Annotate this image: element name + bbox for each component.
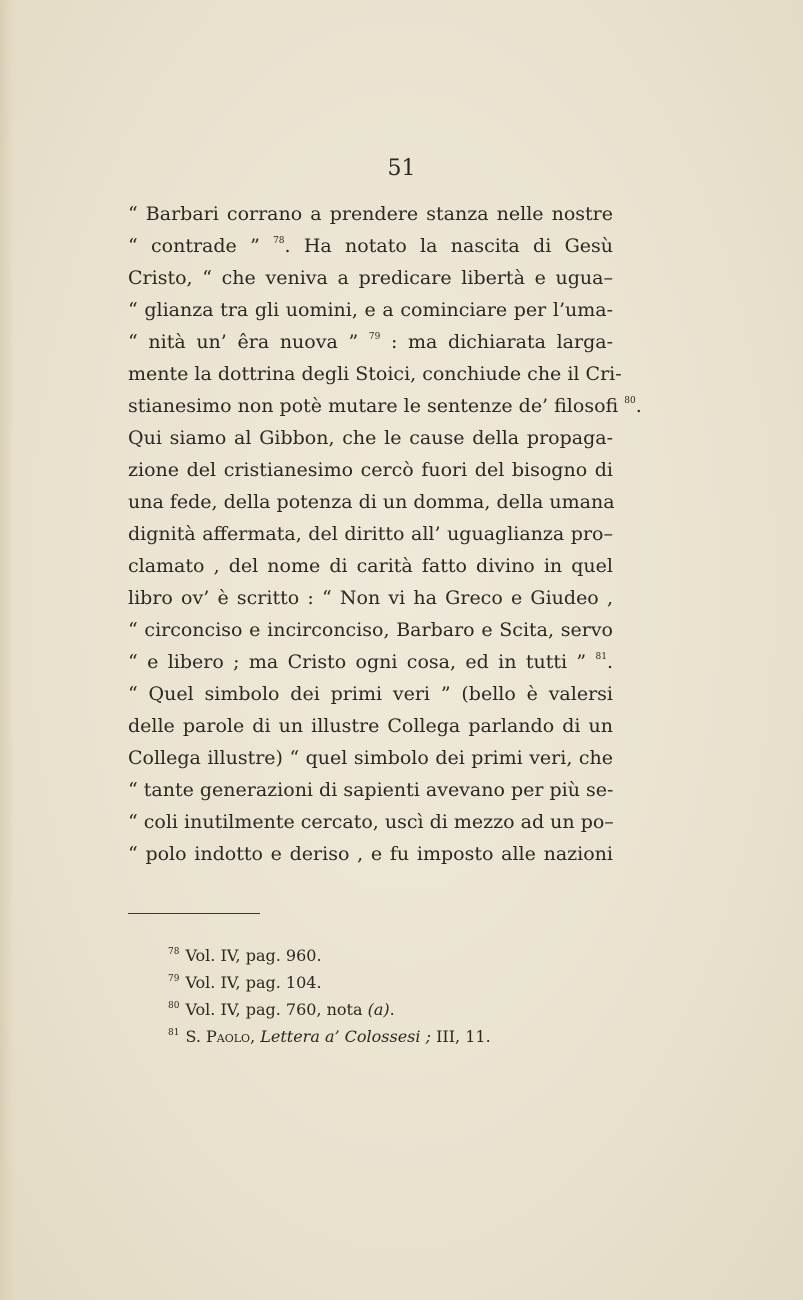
- text-line-7: stianesimo non potè mutare le sentenze de’ filosofi $^{80}$.: [128, 395, 642, 417]
- footnote-ref-79[interactable]: 79: [368, 332, 381, 342]
- text-line-18: Collega illustre) “ quel simbolo dei primi veri, che: [128, 747, 613, 769]
- text-line-10: una fede, della potenza di un domma, della umana: [128, 491, 615, 513]
- footnote-79: [168, 966, 588, 993]
- text-line-16: “ Quel simbolo dei primi veri ” (bello è valersi: [128, 683, 613, 705]
- footnote-text: Vol. IV, pag. 760, nota: [185, 1000, 368, 1019]
- text-line-13: libro ov’ è scritto : “ Non vi ha Greco e Giudeo ,: [128, 587, 613, 609]
- footnote-81: $^{81}$ S. Paolo, Lettera a’ Colossesi ; III, 11.: [168, 1027, 491, 1046]
- text-line-14: “ circonciso e incirconciso, Barbaro e Scita, servo: [128, 619, 613, 641]
- footnote-author: S. Paolo: [185, 1027, 251, 1046]
- text-line-12: clamato , del nome di carità fatto divino in quel: [128, 555, 613, 577]
- footnotes: [168, 939, 588, 1047]
- footnote-separator: [128, 913, 260, 914]
- text-line-1: “ Barbari corrano a prendere stanza nelle nostre: [128, 203, 613, 225]
- footnote-mark: 80: [168, 1001, 180, 1011]
- footnote-mark: 78: [168, 947, 180, 957]
- footnote-78: [168, 939, 588, 966]
- text-line-3: Cristo, “ che veniva a predicare libertà e ugua–: [128, 267, 613, 289]
- footnote-ref-80[interactable]: 80: [624, 396, 636, 406]
- footnote-text: Vol. IV, pag. 104.: [185, 973, 322, 992]
- footnote-ref-81[interactable]: 81: [595, 652, 607, 662]
- footnote-text: Vol. IV, pag. 960.: [185, 946, 322, 965]
- text-line-17: delle parole di un illustre Collega parlando di un: [128, 715, 613, 737]
- text-line-11: dignità affermata, del diritto all’ uguaglianza pro–: [128, 523, 613, 545]
- text-line-19: “ tante generazioni di sapienti avevano per più se-: [128, 779, 614, 801]
- page-number: 51: [387, 156, 416, 181]
- text-line-21: “ polo indotto e deriso , e fu imposto alle nazioni: [128, 843, 613, 865]
- footnote-mark: 79: [168, 974, 180, 984]
- footnote-80: $^{80}$ Vol. IV, pag. 760, nota (a).: [168, 1000, 395, 1019]
- text-line-5: “ nità un’ êra nuova ” $^{79}$ : ma dichiarata larga-: [128, 331, 613, 353]
- body-text: [128, 198, 642, 870]
- text-line-4: “ glianza tra gli uomini, e a cominciare per l’uma-: [128, 299, 613, 321]
- footnote-mark: 81: [168, 1028, 180, 1038]
- page-edge-shadow: [0, 0, 14, 1300]
- text-line-9: zione del cristianesimo cercò fuori del bisogno di: [128, 459, 613, 481]
- text-line-15: “ e libero ; ma Cristo ogni cosa, ed in tutti ” $^{81}$.: [128, 651, 613, 673]
- text-line-20: “ coli inutilmente cercato, uscì di mezzo ad un po–: [128, 811, 614, 833]
- footnote-ref-78[interactable]: 78: [273, 236, 285, 246]
- footnote-italic: (a): [367, 1000, 390, 1019]
- footnote-italic: Lettera a’ Colossesi ;: [260, 1027, 431, 1046]
- text-line-2: “ contrade ” $^{78}$. Ha notato la nascita di Gesù: [128, 235, 613, 257]
- text-line-8: Qui siamo al Gibbon, che le cause della propaga-: [128, 427, 613, 449]
- text-line-6: mente la dottrina degli Stoici, conchiude che il Cri-: [128, 363, 622, 385]
